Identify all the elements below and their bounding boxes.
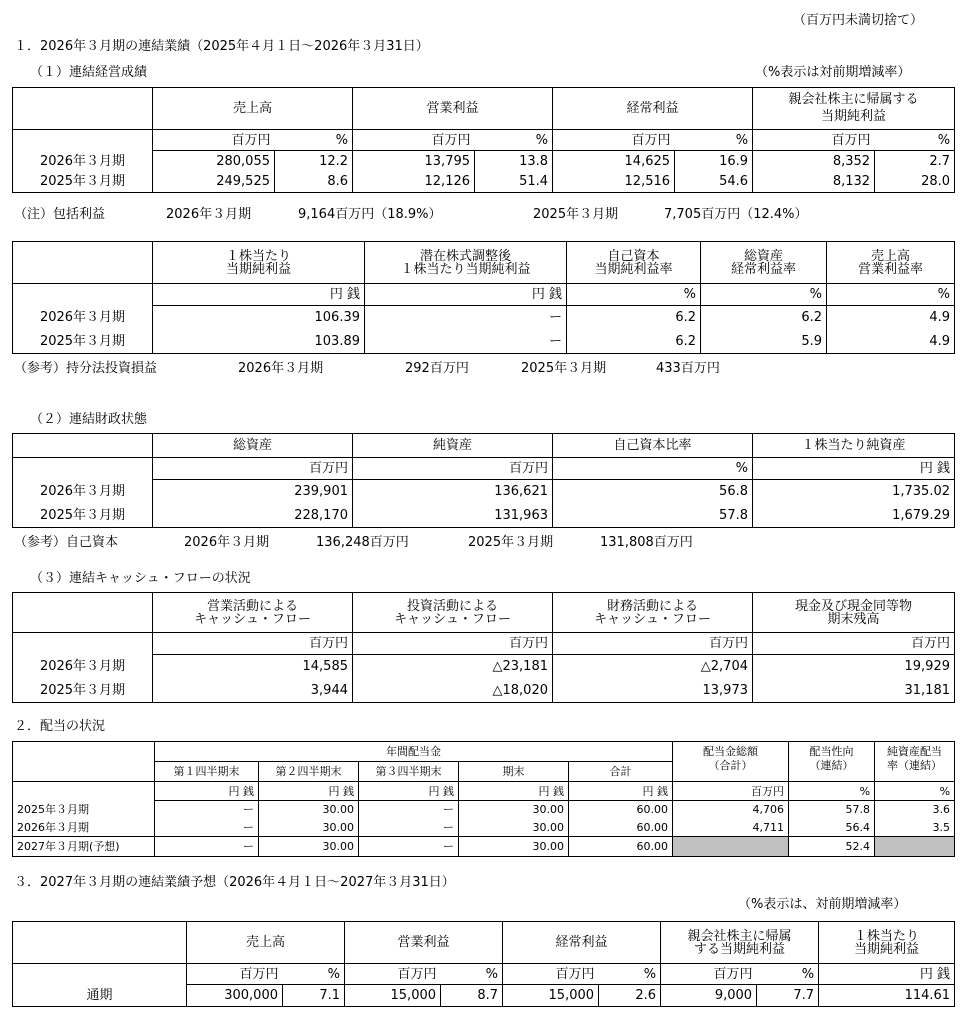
value-cell: 30.00 — [459, 819, 569, 837]
equity-method-label: （参考）持分法投資損益 — [14, 361, 158, 376]
unit-cell: 百万円 — [345, 964, 441, 985]
comprehensive-income-label: （注）包括利益 — [14, 207, 106, 222]
row-label: 2025年３月期 — [13, 172, 153, 193]
value-cell: ー — [359, 837, 459, 857]
value-cell: 4,706 — [673, 801, 789, 819]
equity-method-period-1: 2026年３月期 — [238, 361, 324, 376]
unit-cell: 百万円 — [661, 964, 757, 985]
value-cell: 13,973 — [553, 679, 753, 703]
unit-cell: % — [475, 130, 553, 151]
value-cell: 8.6 — [275, 172, 353, 193]
blank-unit-cell — [13, 458, 153, 480]
value-cell: 106.39 — [153, 306, 365, 330]
equity-reference-period-1: 2026年３月期 — [184, 535, 270, 550]
header-ordinary-profit: 経常利益 — [503, 922, 661, 964]
comprehensive-period-2: 2025年３月期 — [533, 207, 619, 222]
header-net-income: 親会社株主に帰属 する当期純利益 — [661, 922, 819, 964]
cash-flow-title: （３）連結キャッシュ・フローの状況 — [30, 571, 251, 586]
unit-cell: 円 銭 — [569, 782, 673, 801]
forecast-title: ３．2027年３月期の連結業績予想（2026年４月１日～2027年３月31日） — [14, 875, 455, 890]
value-cell: △2,704 — [553, 655, 753, 679]
value-cell: 228,170 — [153, 504, 353, 528]
row-label: 2025年３月期 — [13, 330, 153, 354]
header-net-assets: 純資産 — [353, 434, 553, 458]
equity-method-value-2: 433百万円 — [656, 361, 720, 376]
value-cell: 9,000 — [661, 985, 757, 1007]
yoy-note: （%表示は対前期増減率） — [755, 65, 911, 80]
forecast-table — [12, 921, 955, 1007]
table-row — [13, 679, 955, 703]
equity-reference-period-2: 2025年３月期 — [468, 535, 554, 550]
table-row — [13, 837, 955, 857]
value-cell: 103.89 — [153, 330, 365, 354]
row-label: 2026年３月期 — [13, 306, 153, 330]
value-cell: 4.9 — [827, 330, 955, 354]
blank-unit-cell — [13, 130, 153, 151]
value-cell: 57.8 — [789, 801, 875, 819]
value-cell: 8,132 — [753, 172, 875, 193]
header-ordinary-profit: 経常利益 — [553, 88, 753, 130]
header-operating-profit: 営業利益 — [345, 922, 503, 964]
value-cell: 1,679.29 — [753, 504, 955, 528]
row-label: 通期 — [13, 985, 187, 1007]
header-equity-ratio: 自己資本比率 — [553, 434, 753, 458]
table-row — [13, 819, 955, 837]
unit-cell: % — [875, 130, 955, 151]
value-cell: 1,735.02 — [753, 480, 955, 504]
value-cell: ー — [155, 801, 259, 819]
value-cell: 13.8 — [475, 151, 553, 172]
row-label: 2027年３月期(予想) — [13, 837, 155, 857]
unit-cell: 百万円 — [153, 458, 353, 480]
unit-cell: % — [827, 284, 955, 306]
section1-title: １．2026年３月期の連結業績（2025年４月１日～2026年３月31日） — [14, 39, 429, 54]
header-diluted-eps: 潜在株式調整後 １株当たり当期純利益 — [365, 242, 567, 284]
unit-cell: 円 銭 — [459, 782, 569, 801]
value-cell: 4,711 — [673, 819, 789, 837]
value-cell: 3.5 — [875, 819, 955, 837]
unit-cell: 百万円 — [187, 964, 283, 985]
value-cell: 30.00 — [259, 819, 359, 837]
table-row — [13, 655, 955, 679]
unit-cell: % — [283, 964, 345, 985]
unit-cell: 百万円 — [353, 633, 553, 655]
table-row — [13, 330, 955, 354]
header-annual-dividends: 年間配当金 — [155, 742, 673, 762]
value-cell: 12,516 — [553, 172, 675, 193]
blank-header-cell — [13, 88, 153, 130]
equity-method-period-2: 2025年３月期 — [521, 361, 607, 376]
value-cell: △18,020 — [353, 679, 553, 703]
header-eps: １株当たり 当期純利益 — [819, 922, 955, 964]
header-operating-margin: 売上高 営業利益率 — [827, 242, 955, 284]
unit-cell: 百万円 — [553, 130, 675, 151]
blank-unit-cell — [13, 964, 187, 985]
value-cell: 5.9 — [701, 330, 827, 354]
table-row — [13, 172, 955, 193]
row-label: 2026年３月期 — [13, 819, 155, 837]
value-cell: 7.1 — [283, 985, 345, 1007]
unit-cell: 円 銭 — [155, 782, 259, 801]
header-operating-profit: 営業利益 — [353, 88, 553, 130]
unit-cell: 百万円 — [553, 633, 753, 655]
header-operating-cf: 営業活動による キャッシュ・フロー — [153, 593, 353, 633]
blank-unit-cell — [13, 782, 155, 801]
header-cash-balance: 現金及び現金同等物 期末残高 — [753, 593, 955, 633]
value-cell: 60.00 — [569, 801, 673, 819]
header-roa: 総資産 経常利益率 — [701, 242, 827, 284]
value-cell: 131,963 — [353, 504, 553, 528]
dividends-title: ２．配当の状況 — [14, 719, 106, 734]
header-payout-ratio: 配当性向 （連結） — [789, 742, 875, 782]
value-cell: ー — [365, 306, 567, 330]
unit-cell: 百万円 — [153, 130, 275, 151]
cash-flow-table — [12, 592, 955, 703]
value-cell: 12,126 — [353, 172, 475, 193]
value-cell: 8.7 — [441, 985, 503, 1007]
value-cell: 6.2 — [701, 306, 827, 330]
value-cell: 14,585 — [153, 655, 353, 679]
value-cell: 239,901 — [153, 480, 353, 504]
blank-header-cell — [13, 593, 153, 633]
value-cell: 12.2 — [275, 151, 353, 172]
row-label: 2025年３月期 — [13, 801, 155, 819]
unit-cell: % — [599, 964, 661, 985]
value-cell: 51.4 — [475, 172, 553, 193]
value-cell: 19,929 — [753, 655, 955, 679]
unit-cell: 百万円 — [753, 130, 875, 151]
table-row — [13, 801, 955, 819]
unit-cell: % — [553, 458, 753, 480]
header-financing-cf: 財務活動による キャッシュ・フロー — [553, 593, 753, 633]
unit-cell: % — [789, 782, 875, 801]
value-cell: 249,525 — [153, 172, 275, 193]
value-cell: 15,000 — [345, 985, 441, 1007]
value-cell: 4.9 — [827, 306, 955, 330]
financial-position-table — [12, 433, 955, 528]
header-q3: 第３四半期末 — [359, 762, 459, 782]
header-roe: 自己資本 当期純利益率 — [567, 242, 701, 284]
equity-reference-label: （参考）自己資本 — [14, 535, 119, 550]
table-row — [13, 306, 955, 330]
value-cell: 3,944 — [153, 679, 353, 703]
value-cell: 13,795 — [353, 151, 475, 172]
unit-cell: % — [275, 130, 353, 151]
unit-cell: 百万円 — [673, 782, 789, 801]
blank-header-cell — [13, 242, 153, 284]
unit-cell: 円 銭 — [819, 964, 955, 985]
value-cell: 28.0 — [875, 172, 955, 193]
equity-reference-value-2: 131,808百万円 — [600, 535, 693, 550]
shaded-cell — [875, 837, 955, 857]
unit-cell: % — [675, 130, 753, 151]
operating-results-title: （１）連結経営成績 — [30, 65, 148, 80]
row-label: 2025年３月期 — [13, 504, 153, 528]
value-cell: 14,625 — [553, 151, 675, 172]
blank-header-cell — [13, 922, 187, 964]
header-total-dividends: 配当金総額 （合計） — [673, 742, 789, 782]
unit-cell: 円 銭 — [359, 782, 459, 801]
forecast-yoy-note: （%表示は、対前期増減率） — [738, 897, 907, 912]
header-q2: 第２四半期末 — [259, 762, 359, 782]
value-cell: 2.6 — [599, 985, 661, 1007]
unit-cell: 百万円 — [353, 130, 475, 151]
value-cell: 3.6 — [875, 801, 955, 819]
unit-cell: 百万円 — [753, 633, 955, 655]
value-cell: 56.8 — [553, 480, 753, 504]
value-cell: 31,181 — [753, 679, 955, 703]
unit-cell: % — [757, 964, 819, 985]
table-row — [13, 504, 955, 528]
header-sales: 売上高 — [187, 922, 345, 964]
per-share-ratios-table — [12, 241, 955, 354]
comprehensive-value-1: 9,164百万円（18.9%） — [298, 207, 442, 222]
header-total: 合計 — [569, 762, 673, 782]
comprehensive-value-2: 7,705百万円（12.4%） — [664, 207, 808, 222]
header-eps: １株当たり 当期純利益 — [153, 242, 365, 284]
value-cell: 30.00 — [459, 837, 569, 857]
blank-unit-cell — [13, 633, 153, 655]
header-year-end: 期末 — [459, 762, 569, 782]
operating-results-table — [12, 87, 955, 193]
unit-cell: % — [875, 782, 955, 801]
equity-method-value-1: 292百万円 — [405, 361, 469, 376]
row-label: 2026年３月期 — [13, 151, 153, 172]
equity-reference-value-1: 136,248百万円 — [316, 535, 409, 550]
unit-cell: % — [567, 284, 701, 306]
header-net-income: 親会社株主に帰属する 当期純利益 — [753, 88, 955, 130]
value-cell: 6.2 — [567, 330, 701, 354]
unit-cell: 円 銭 — [259, 782, 359, 801]
value-cell: 8,352 — [753, 151, 875, 172]
value-cell: 60.00 — [569, 837, 673, 857]
value-cell: ー — [365, 330, 567, 354]
value-cell: 2.7 — [875, 151, 955, 172]
header-investing-cf: 投資活動による キャッシュ・フロー — [353, 593, 553, 633]
table-row — [13, 480, 955, 504]
unit-cell: 百万円 — [353, 458, 553, 480]
value-cell: ー — [155, 819, 259, 837]
row-label: 2026年３月期 — [13, 655, 153, 679]
value-cell: 56.4 — [789, 819, 875, 837]
row-label: 2026年３月期 — [13, 480, 153, 504]
unit-cell: 円 銭 — [365, 284, 567, 306]
unit-cell: % — [701, 284, 827, 306]
blank-header-cell — [13, 434, 153, 458]
value-cell: 30.00 — [259, 801, 359, 819]
row-label: 2025年３月期 — [13, 679, 153, 703]
unit-cell: 百万円 — [503, 964, 599, 985]
value-cell: 15,000 — [503, 985, 599, 1007]
financial-position-title: （２）連結財政状態 — [30, 412, 148, 427]
value-cell: 280,055 — [153, 151, 275, 172]
dividends-table — [12, 741, 955, 857]
value-cell: 30.00 — [459, 801, 569, 819]
value-cell: 114.61 — [819, 985, 955, 1007]
table-row — [13, 151, 955, 172]
header-bps: １株当たり純資産 — [753, 434, 955, 458]
table-row — [13, 985, 955, 1007]
value-cell: 7.7 — [757, 985, 819, 1007]
value-cell: 60.00 — [569, 819, 673, 837]
shaded-cell — [673, 837, 789, 857]
value-cell: 16.9 — [675, 151, 753, 172]
unit-note: （百万円未満切捨て） — [793, 13, 924, 28]
header-doe: 純資産配当 率（連結） — [875, 742, 955, 782]
value-cell: ー — [359, 801, 459, 819]
header-total-assets: 総資産 — [153, 434, 353, 458]
comprehensive-period-1: 2026年３月期 — [166, 207, 252, 222]
unit-cell: 円 銭 — [753, 458, 955, 480]
value-cell: 57.8 — [553, 504, 753, 528]
value-cell: 136,621 — [353, 480, 553, 504]
blank-unit-cell — [13, 284, 153, 306]
unit-cell: % — [441, 964, 503, 985]
value-cell: 52.4 — [789, 837, 875, 857]
value-cell: ー — [155, 837, 259, 857]
unit-cell: 円 銭 — [153, 284, 365, 306]
blank-header-cell — [13, 742, 155, 782]
value-cell: 30.00 — [259, 837, 359, 857]
unit-cell: 百万円 — [153, 633, 353, 655]
header-q1: 第１四半期末 — [155, 762, 259, 782]
header-sales: 売上高 — [153, 88, 353, 130]
value-cell: 54.6 — [675, 172, 753, 193]
value-cell: ー — [359, 819, 459, 837]
value-cell: 300,000 — [187, 985, 283, 1007]
value-cell: △23,181 — [353, 655, 553, 679]
value-cell: 6.2 — [567, 306, 701, 330]
